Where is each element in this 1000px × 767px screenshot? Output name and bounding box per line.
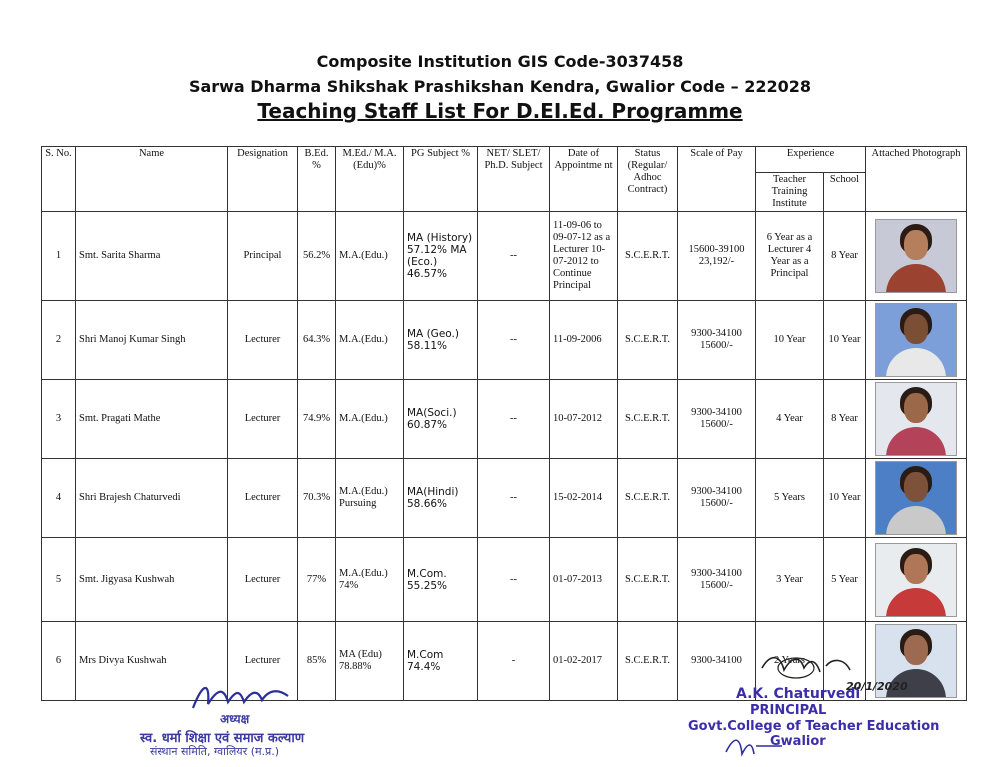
cell-exp-tti: 2 Years	[756, 622, 824, 701]
cell-scale: 9300-34100 15600/-	[678, 538, 756, 622]
cell-date: 01-07-2013	[550, 538, 618, 622]
cell-name: Smt. Sarita Sharma	[76, 212, 228, 301]
cell-exp-tti: 10 Year	[756, 301, 824, 380]
cell-designation: Lecturer	[228, 622, 298, 701]
cell-date: 15-02-2014	[550, 459, 618, 538]
cell-exp-school: 8 Year	[824, 212, 866, 301]
principal-org: Govt.College of Teacher Education	[688, 719, 940, 734]
col-exp-school: School	[824, 173, 866, 212]
cell-photo	[866, 459, 967, 538]
cell-name: Smt. Pragati Mathe	[76, 380, 228, 459]
cell-scale: 9300-34100	[678, 622, 756, 701]
staff-photo	[875, 382, 957, 456]
cell-sno: 1	[42, 212, 76, 301]
institution-code: Composite Institution GIS Code-3037458	[316, 52, 684, 71]
cell-med: M.A.(Edu.)	[336, 380, 404, 459]
cell-scale: 15600-39100 23,192/-	[678, 212, 756, 301]
staff-photo	[875, 303, 957, 377]
page-title: Teaching Staff List For D.EI.Ed. Programme	[257, 99, 743, 123]
cell-pg: M.Com. 55.25%	[404, 538, 478, 622]
principal-name: A.K. Chaturvedi	[736, 686, 861, 702]
staff-rows	[42, 212, 967, 701]
cell-sno: 5	[42, 538, 76, 622]
cell-net: --	[478, 301, 550, 380]
cell-photo	[866, 380, 967, 459]
cell-net: --	[478, 380, 550, 459]
staff-photo	[875, 219, 957, 293]
table-row	[42, 459, 967, 538]
cell-pg: MA (Geo.) 58.11%	[404, 301, 478, 380]
cell-sno: 6	[42, 622, 76, 701]
cell-med: M.A.(Edu.) 74%	[336, 538, 404, 622]
col-pg: PG Subject %	[404, 147, 478, 212]
cell-status: S.C.E.R.T.	[618, 538, 678, 622]
col-status: Status (Regular/ Adhoc Contract)	[618, 147, 678, 212]
cell-exp-school: 10 Year	[824, 459, 866, 538]
cell-status: S.C.E.R.T.	[618, 212, 678, 301]
col-designation: Designation	[228, 147, 298, 212]
cell-status: S.C.E.R.T.	[618, 622, 678, 701]
col-photo: Attached Photograph	[866, 147, 967, 212]
cell-designation: Lecturer	[228, 380, 298, 459]
cell-med: M.A.(Edu.) Pursuing	[336, 459, 404, 538]
cell-bed: 74.9%	[298, 380, 336, 459]
cell-med: M.A.(Edu.)	[336, 212, 404, 301]
cell-bed: 70.3%	[298, 459, 336, 538]
cell-exp-tti: 5 Years	[756, 459, 824, 538]
cell-exp-school: 10 Year	[824, 301, 866, 380]
principal-sign-date: 20/1/2020	[846, 680, 908, 693]
cell-sno: 2	[42, 301, 76, 380]
cell-status: S.C.E.R.T.	[618, 459, 678, 538]
cell-name: Shri Brajesh Chaturvedi	[76, 459, 228, 538]
cell-med: M.A.(Edu.)	[336, 301, 404, 380]
cell-pg: MA(Hindi) 58.66%	[404, 459, 478, 538]
col-net: NET/ SLET/ Ph.D. Subject	[478, 147, 550, 212]
cell-exp-tti: 4 Year	[756, 380, 824, 459]
cell-designation: Lecturer	[228, 538, 298, 622]
col-med: M.Ed./ M.A.(Edu)%	[336, 147, 404, 212]
table-row	[42, 212, 967, 301]
cell-net: -	[478, 622, 550, 701]
stamp-society-place: संस्थान समिति, ग्वालियर (म.प्र.)	[150, 745, 280, 758]
cell-photo	[866, 538, 967, 622]
cell-scale: 9300-34100 15600/-	[678, 301, 756, 380]
cell-pg: MA(Soci.) 60.87%	[404, 380, 478, 459]
cell-net: --	[478, 538, 550, 622]
cell-bed: 77%	[298, 538, 336, 622]
table-row	[42, 301, 967, 380]
cell-bed: 56.2%	[298, 212, 336, 301]
staff-photo	[875, 461, 957, 535]
cell-net: --	[478, 459, 550, 538]
cell-med: MA (Edu) 78.88%	[336, 622, 404, 701]
institution-name: Sarwa Dharma Shikshak Prashikshan Kendra, Gwalior Code – 222028	[188, 77, 812, 96]
stamp-society-name: स्व. धर्मा शिक्षा एवं समाज कल्याण	[140, 731, 305, 746]
cell-sno: 4	[42, 459, 76, 538]
cell-date: 11-09-06 to 09-07-12 as a Lecturer 10-07-2012 to Continue Principal	[550, 212, 618, 301]
principal-title: PRINCIPAL	[750, 703, 827, 718]
cell-designation: Lecturer	[228, 459, 298, 538]
principal-city: Gwalior	[770, 734, 826, 749]
cell-pg: M.Com 74.4%	[404, 622, 478, 701]
col-date: Date of Appointme nt	[550, 147, 618, 212]
table-row	[42, 380, 967, 459]
cell-status: S.C.E.R.T.	[618, 380, 678, 459]
cell-date: 10-07-2012	[550, 380, 618, 459]
col-exp-tti: Teacher Training Institute	[756, 173, 824, 212]
col-scale: Scale of Pay	[678, 147, 756, 212]
cell-photo	[866, 301, 967, 380]
cell-date: 01-02-2017	[550, 622, 618, 701]
cell-name: Smt. Jigyasa Kushwah	[76, 538, 228, 622]
staff-photo	[875, 543, 957, 617]
col-experience: Experience	[756, 147, 866, 173]
cell-name: Shri Manoj Kumar Singh	[76, 301, 228, 380]
cell-bed: 85%	[298, 622, 336, 701]
col-sno: S. No.	[42, 147, 76, 212]
col-bed: B.Ed. %	[298, 147, 336, 212]
cell-scale: 9300-34100 15600/-	[678, 380, 756, 459]
staff-table	[41, 146, 967, 701]
table-row	[42, 538, 967, 622]
cell-designation: Principal	[228, 212, 298, 301]
cell-net: --	[478, 212, 550, 301]
cell-date: 11-09-2006	[550, 301, 618, 380]
col-name: Name	[76, 147, 228, 212]
cell-bed: 64.3%	[298, 301, 336, 380]
cell-sno: 3	[42, 380, 76, 459]
cell-exp-school: 5 Year	[824, 538, 866, 622]
cell-photo	[866, 212, 967, 301]
cell-name: Mrs Divya Kushwah	[76, 622, 228, 701]
chairman-title: अध्यक्ष	[220, 712, 250, 726]
cell-designation: Lecturer	[228, 301, 298, 380]
cell-pg: MA (History) 57.12% MA (Eco.) 46.57%	[404, 212, 478, 301]
cell-status: S.C.E.R.T.	[618, 301, 678, 380]
cell-exp-school: 8 Year	[824, 380, 866, 459]
cell-exp-tti: 3 Year	[756, 538, 824, 622]
cell-exp-tti: 6 Year as a Lecturer 4 Year as a Principal	[756, 212, 824, 301]
cell-scale: 9300-34100 15600/-	[678, 459, 756, 538]
